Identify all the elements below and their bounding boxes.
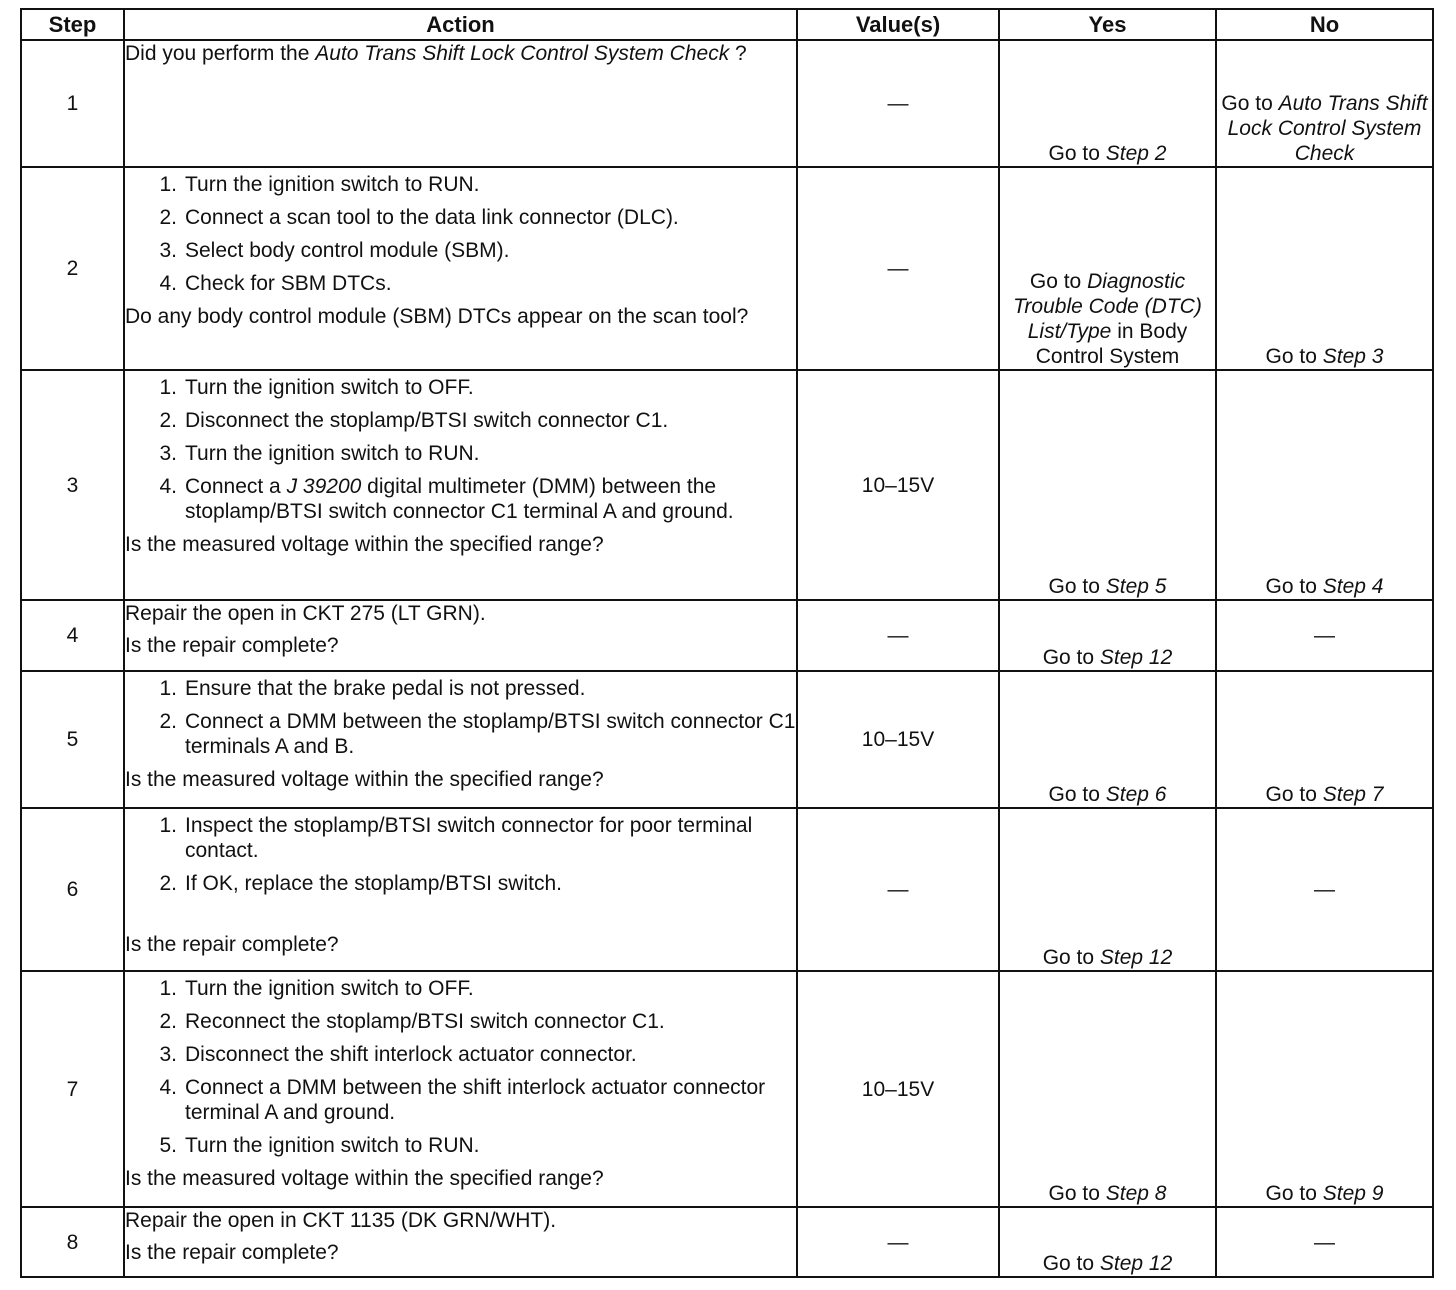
header-action: Action — [124, 9, 797, 40]
action-text: Did you perform the Auto Trans Shift Lock Control System Check ? — [125, 42, 747, 65]
action-question: Is the repair complete? — [125, 634, 339, 657]
value-cell: 10–15V — [797, 370, 999, 600]
value-cell: — — [797, 40, 999, 167]
action-step-item: 1. Ensure that the brake pedal is not pressed. — [159, 677, 586, 700]
no-cell: Go to Step 9 — [1216, 971, 1433, 1207]
value-cell: 10–15V — [797, 671, 999, 808]
action-step-item: 4. Check for SBM DTCs. — [159, 272, 392, 295]
action-steps — [125, 676, 796, 759]
step-number: 7 — [21, 971, 124, 1207]
step-number: 4 — [21, 600, 124, 671]
action-question: Is the measured voltage within the specified range? — [125, 768, 604, 791]
action-step-item: 2. Connect a DMM between the stoplamp/BTSI switch connector C1 terminals A and B. — [159, 710, 796, 758]
table-row-step-5 — [21, 671, 1433, 808]
action-cell — [124, 671, 797, 808]
step-number: 2 — [21, 167, 124, 370]
action-cell — [124, 370, 797, 600]
action-step-item: 5. Turn the ignition switch to RUN. — [159, 1134, 480, 1157]
yes-cell: Go to Step 8 — [999, 971, 1216, 1207]
header-yes: Yes — [999, 9, 1216, 40]
action-step-item: 3. Disconnect the shift interlock actuator connector. — [159, 1043, 637, 1066]
value-cell: 10–15V — [797, 971, 999, 1207]
action-text: Repair the open in CKT 1135 (DK GRN/WHT). — [125, 1209, 557, 1232]
action-step-item: 1. Turn the ignition switch to OFF. — [159, 376, 474, 399]
step-number: 5 — [21, 671, 124, 808]
no-cell: Go to Step 4 — [1216, 370, 1433, 600]
yes-cell: Go to Step 12 — [999, 1207, 1216, 1277]
header-values: Value(s) — [797, 9, 999, 40]
action-question: Do any body control module (SBM) DTCs appear on the scan tool? — [125, 305, 749, 328]
step-number: 6 — [21, 808, 124, 971]
no-cell: Go to Auto Trans Shift Lock Control System Check — [1216, 40, 1433, 167]
value-cell: — — [797, 167, 999, 370]
table-row-step-7 — [21, 971, 1433, 1207]
value-cell: — — [797, 600, 999, 671]
action-step-item: 2. Connect a scan tool to the data link connector (DLC). — [159, 206, 679, 229]
no-cell: — — [1216, 600, 1433, 671]
yes-cell: Go to Step 12 — [999, 808, 1216, 971]
table-row-step-8 — [21, 1207, 1433, 1277]
action-cell — [124, 40, 797, 167]
table-row-step-1 — [21, 40, 1433, 167]
no-cell: Go to Step 7 — [1216, 671, 1433, 808]
value-cell: — — [797, 1207, 999, 1277]
yes-cell: Go to Diagnostic Trouble Code (DTC) List/Type in Body Control System — [999, 167, 1216, 370]
yes-cell: Go to Step 5 — [999, 370, 1216, 600]
header-step: Step — [21, 9, 124, 40]
table-row-step-2 — [21, 167, 1433, 370]
action-cell — [124, 1207, 797, 1277]
action-spacer — [125, 904, 796, 932]
action-step-item: 3. Select body control module (SBM). — [159, 239, 510, 262]
action-cell — [124, 600, 797, 671]
step-number: 8 — [21, 1207, 124, 1277]
no-cell: Go to Step 3 — [1216, 167, 1433, 370]
no-cell: — — [1216, 808, 1433, 971]
table-row-step-3 — [21, 370, 1433, 600]
action-question: Is the measured voltage within the specified range? — [125, 1167, 604, 1190]
action-question: Is the measured voltage within the specified range? — [125, 533, 604, 556]
action-question: Is the repair complete? — [125, 1241, 339, 1264]
action-step-item: 4. Connect a DMM between the shift interlock actuator connector terminal A and ground. — [159, 1076, 766, 1124]
table-row-step-6 — [21, 808, 1433, 971]
action-step-item: 2. Reconnect the stoplamp/BTSI switch connector C1. — [159, 1010, 665, 1033]
table-row-step-4 — [21, 600, 1433, 671]
action-cell — [124, 971, 797, 1207]
step-number: 3 — [21, 370, 124, 600]
no-cell: — — [1216, 1207, 1433, 1277]
action-steps — [125, 375, 796, 524]
action-steps — [125, 976, 796, 1158]
action-question: Is the repair complete? — [125, 933, 339, 956]
action-step-item: 1. Turn the ignition switch to RUN. — [159, 173, 480, 196]
action-step-item: 4. Connect a J 39200 digital multimeter (DMM) between the stoplamp/BTSI switch connector C1 terminal A and ground. — [159, 475, 734, 523]
step-number: 1 — [21, 40, 124, 167]
diagnostic-table — [20, 8, 1434, 1278]
yes-cell: Go to Step 6 — [999, 671, 1216, 808]
action-step-item: 2. Disconnect the stoplamp/BTSI switch connector C1. — [159, 409, 669, 432]
action-cell — [124, 167, 797, 370]
action-step-item: 1. Inspect the stoplamp/BTSI switch connector for poor terminal contact. — [159, 814, 753, 862]
action-steps — [125, 813, 796, 896]
action-step-item: 2. If OK, replace the stoplamp/BTSI switch. — [159, 872, 562, 895]
action-text: Repair the open in CKT 275 (LT GRN). — [125, 602, 486, 625]
header-no: No — [1216, 9, 1433, 40]
action-step-item: 3. Turn the ignition switch to RUN. — [159, 442, 480, 465]
action-steps — [125, 172, 796, 296]
action-cell — [124, 808, 797, 971]
header-row — [21, 9, 1433, 40]
yes-cell: Go to Step 2 — [999, 40, 1216, 167]
value-cell: — — [797, 808, 999, 971]
action-step-item: 1. Turn the ignition switch to OFF. — [159, 977, 474, 1000]
yes-cell: Go to Step 12 — [999, 600, 1216, 671]
